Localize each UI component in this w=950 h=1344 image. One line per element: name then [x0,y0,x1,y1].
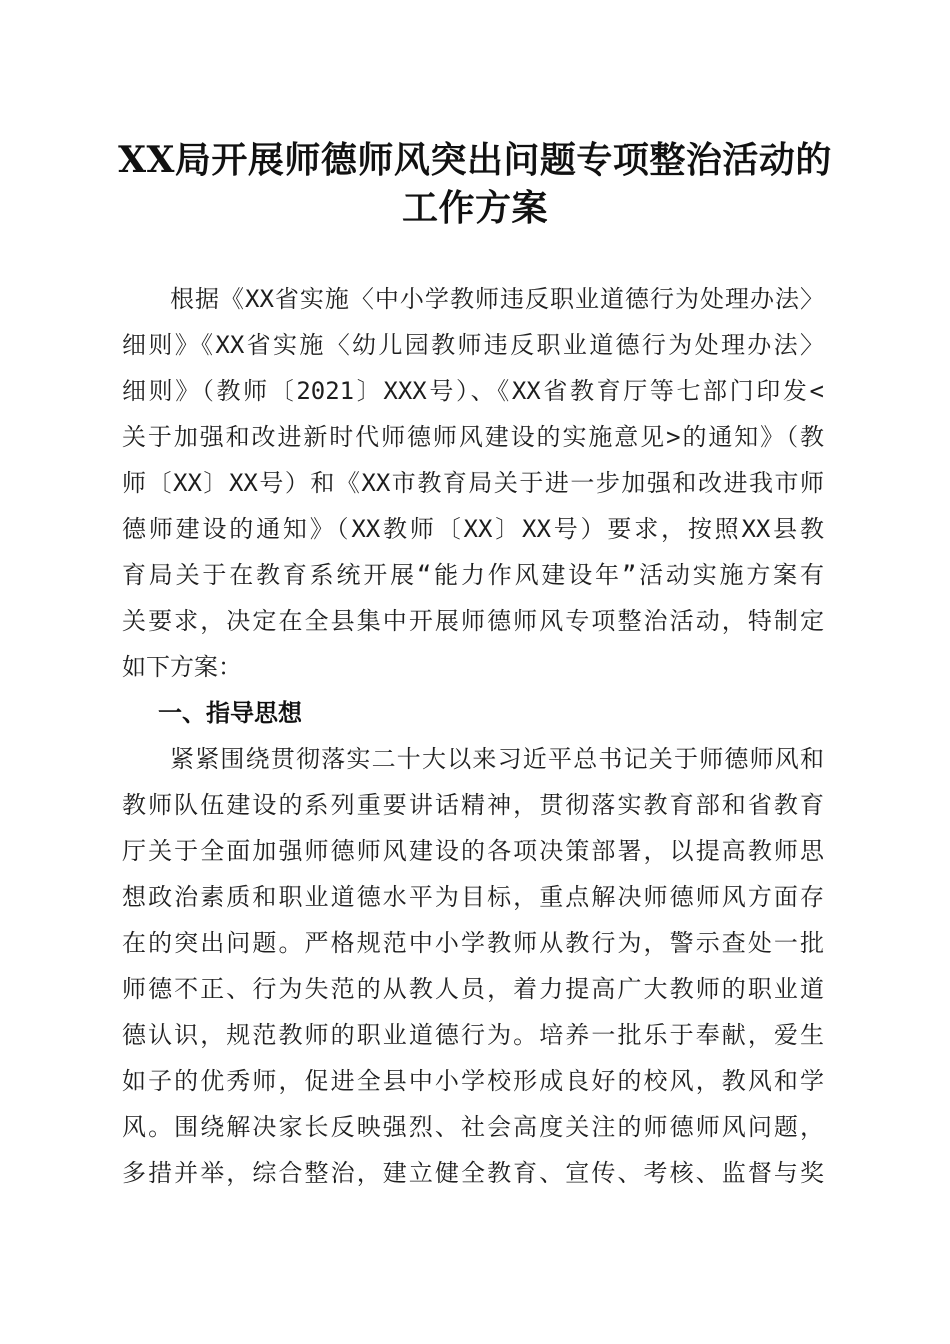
document-title-line-2: 工作方案 [401,187,548,229]
section-1-line: 如子的优秀师，促进全县中小学校形成良好的校风，教风和学 [122,1067,824,1095]
section-1-line: 想政治素质和职业道德水平为目标，重点解决师德师风方面存 [122,883,824,911]
intro-line: 师〔XX〕XX号）和《XX市教育局关于进一步加强和改进我市师 [122,469,824,497]
section-1-line: 在的突出问题。严格规范中小学教师从教行为，警示查处一批 [122,929,824,957]
intro-line: 细则》《XX省实施〈幼儿园教师违反职业道德行为处理办法〉 [122,331,824,359]
intro-line: 如下方案： [122,653,242,681]
intro-line: 关要求，决定在全县集中开展师德师风专项整治活动，特制定 [122,607,824,635]
section-1-line: 厅关于全面加强师德师风建设的各项决策部署，以提高教师思 [122,837,824,865]
intro-line: 德师建设的通知》（XX教师〔XX〕XX号）要求，按照XX县教 [122,515,824,543]
section-1-line: 多措并举，综合整治，建立健全教育、宣传、考核、监督与奖 [122,1159,824,1187]
intro-line: 育局关于在教育系统开展“能力作风建设年”活动实施方案有 [122,561,824,589]
document-title-line-1: XX局开展师德师风突出问题专项整治活动的 [118,139,832,181]
section-1-line: 风。围绕解决家长反映强烈、社会高度关注的师德师风问题， [122,1113,824,1141]
section-1-line: 教师队伍建设的系列重要讲话精神，贯彻落实教育部和省教育 [122,791,824,819]
section-1-line: 紧紧围绕贯彻落实二十大以来习近平总书记关于师德师风和 [170,745,824,773]
section-1-line: 德认识，规范教师的职业道德行为。培养一批乐于奉献，爱生 [122,1021,824,1049]
intro-line: 关于加强和改进新时代师德师风建设的实施意见>的通知》（教 [122,423,824,451]
intro-line: 细则》（教师〔2021〕XXX号）、《XX省教育厅等七部门印发< [122,377,824,405]
section-1-line: 师德不正、行为失范的从教人员，着力提高广大教师的职业道 [122,975,824,1003]
section-heading-guiding-ideology: 一、指导思想 [158,699,302,727]
intro-line: 根据《XX省实施〈中小学教师违反职业道德行为处理办法〉 [170,285,824,313]
